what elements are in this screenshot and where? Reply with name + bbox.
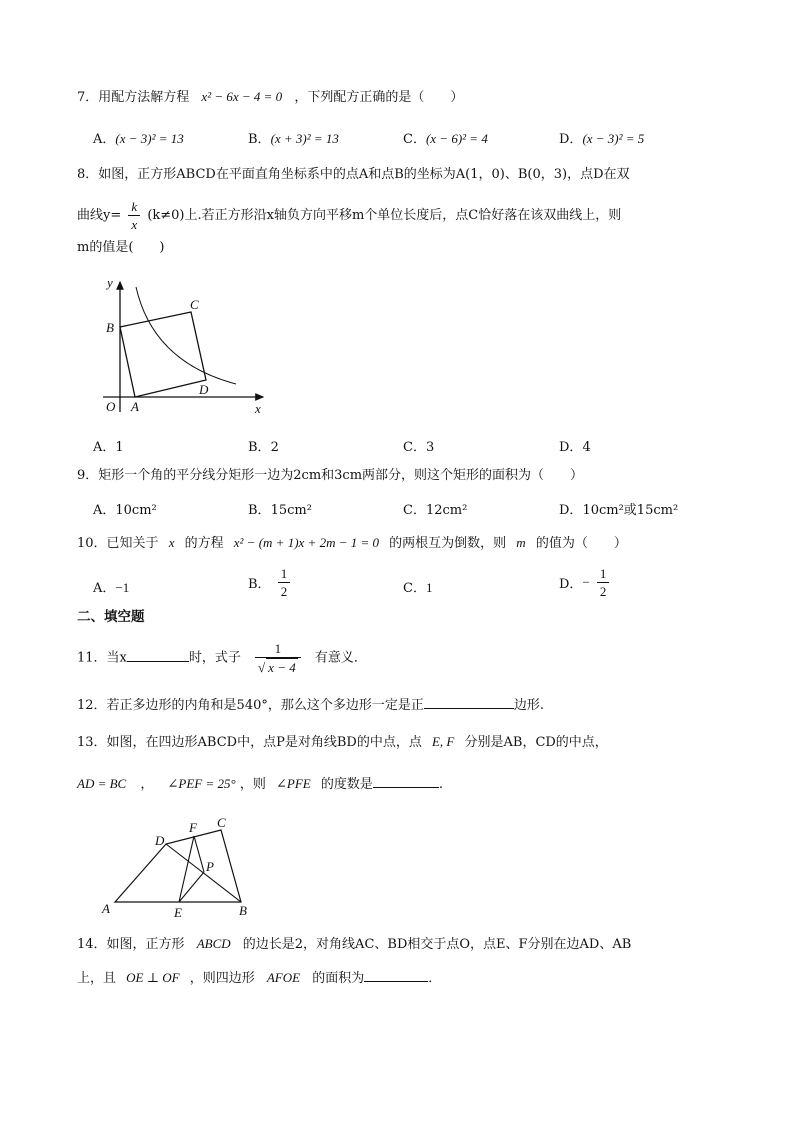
question-8-line-3: m的值是( ) [77,240,165,255]
label-o: O [106,399,116,414]
q10-option-d: D．− $\frac{1}{2}$ [559,565,612,600]
question-11: 11．当x 时，式子 $\frac{1}{√ x - 4}$ 有意义． [77,641,367,675]
q10-option-b: B． $\frac{1}{2}$ [248,565,293,600]
q7-option-d: D．(x − 3)² = 5 [559,131,645,147]
q9-option-c: C．12cm² [403,503,468,518]
label-e: E [174,905,182,920]
question-7-stem: 7．用配方法解方程 x² − 6x − 4 = 0 ，下列配方正确的是（ ） [77,89,464,105]
q10-option-c: C．1 [403,580,433,596]
label-y: y [107,275,113,290]
q13-answer-blank[interactable] [373,773,439,788]
label-c: C [190,297,199,312]
label-x: x [255,401,261,416]
q13-figure [98,814,258,924]
quadrilateral-abcd [115,830,241,902]
q8-option-c: C．3 [403,440,435,455]
q12-answer-blank[interactable] [424,694,514,709]
question-8-line-1: 8．如图，正方形ABCD在平面直角坐标系中的点A和点B的坐标为A(1，0)、B(0，3)，点D在双 [77,167,630,182]
question-13-line-2: AD = BC ， ∠PEF = 25° ，则 ∠PFE 的度数是 . [77,773,443,795]
q7-option-c: C．(x − 6)² = 4 [403,131,488,147]
label-c: C [217,815,226,830]
label-d: D [155,833,165,848]
label-b: B [106,320,114,335]
label-d: D [199,382,209,397]
label-a: A [102,901,110,916]
hyperbola-curve [136,287,236,384]
label-b: B [239,903,247,918]
question-8-line-2: 曲线y= $\frac{k}{x}$ (k≠0)上.若正方形沿x轴负方向平移m个单位长度后，点C恰好落在该双曲线上，则 [77,199,622,232]
q9-option-a: A．10cm² [93,503,157,518]
q7-equation: x² − 6x − 4 = 0 [201,89,283,104]
question-13-line-1: 13．如图，在四边形ABCD中，点P是对角线BD的中点，点 E, F 分别是AB，CD的中点， [77,734,608,750]
label-f: F [189,820,197,835]
question-14-line-1: 14．如图，正方形 ABCD 的边长是2，对角线AC、BD相交于点O，点E、F分别在边AD、AB [77,936,632,952]
q10-equation: x² − (m + 1)x + 2m − 1 = 0 [233,535,379,550]
q11-fraction: $\frac{1}{√ x - 4}$ [255,640,301,676]
q7-option-a: A．(x − 3)² = 13 [93,131,184,147]
question-12: 12．若正多边形的内角和是540°，那么这个多边形一定是正 边形. [77,694,544,716]
question-14-line-2: 上，且 OE ⊥ OF ，则四边形 AFOE 的面积为 ． [77,967,441,989]
section-heading-fill-in: 二、填空题 [77,609,145,625]
question-10-stem: 10．已知关于 x 的方程 x² − (m + 1)x + 2m − 1 = 0 的两根互为倒数，则 m 的值为（ ） [77,535,627,551]
q10-option-a: A．−1 [93,580,130,596]
q9-option-d: D．10cm²或15cm² [559,503,679,518]
label-p: P [206,859,214,874]
q8-option-a: A．1 [93,440,124,455]
q14-answer-blank[interactable] [364,967,428,982]
q8-fraction: $\frac{k}{x}$ [128,198,140,233]
q8-option-b: B．2 [248,440,279,455]
question-9-stem: 9．矩形一个角的平分线分矩形一边为2cm和3cm两部分，则这个矩形的面积为（ ） [77,468,584,483]
q11-answer-blank[interactable] [127,647,189,662]
q8-option-d: D．4 [559,440,591,455]
square-abcd [120,312,206,397]
label-a: A [131,399,139,414]
q8-figure [98,272,273,422]
q7-option-b: B．(x + 3)² = 13 [248,131,339,147]
q9-option-b: B．15cm² [248,503,312,518]
segment-ef [179,836,194,902]
